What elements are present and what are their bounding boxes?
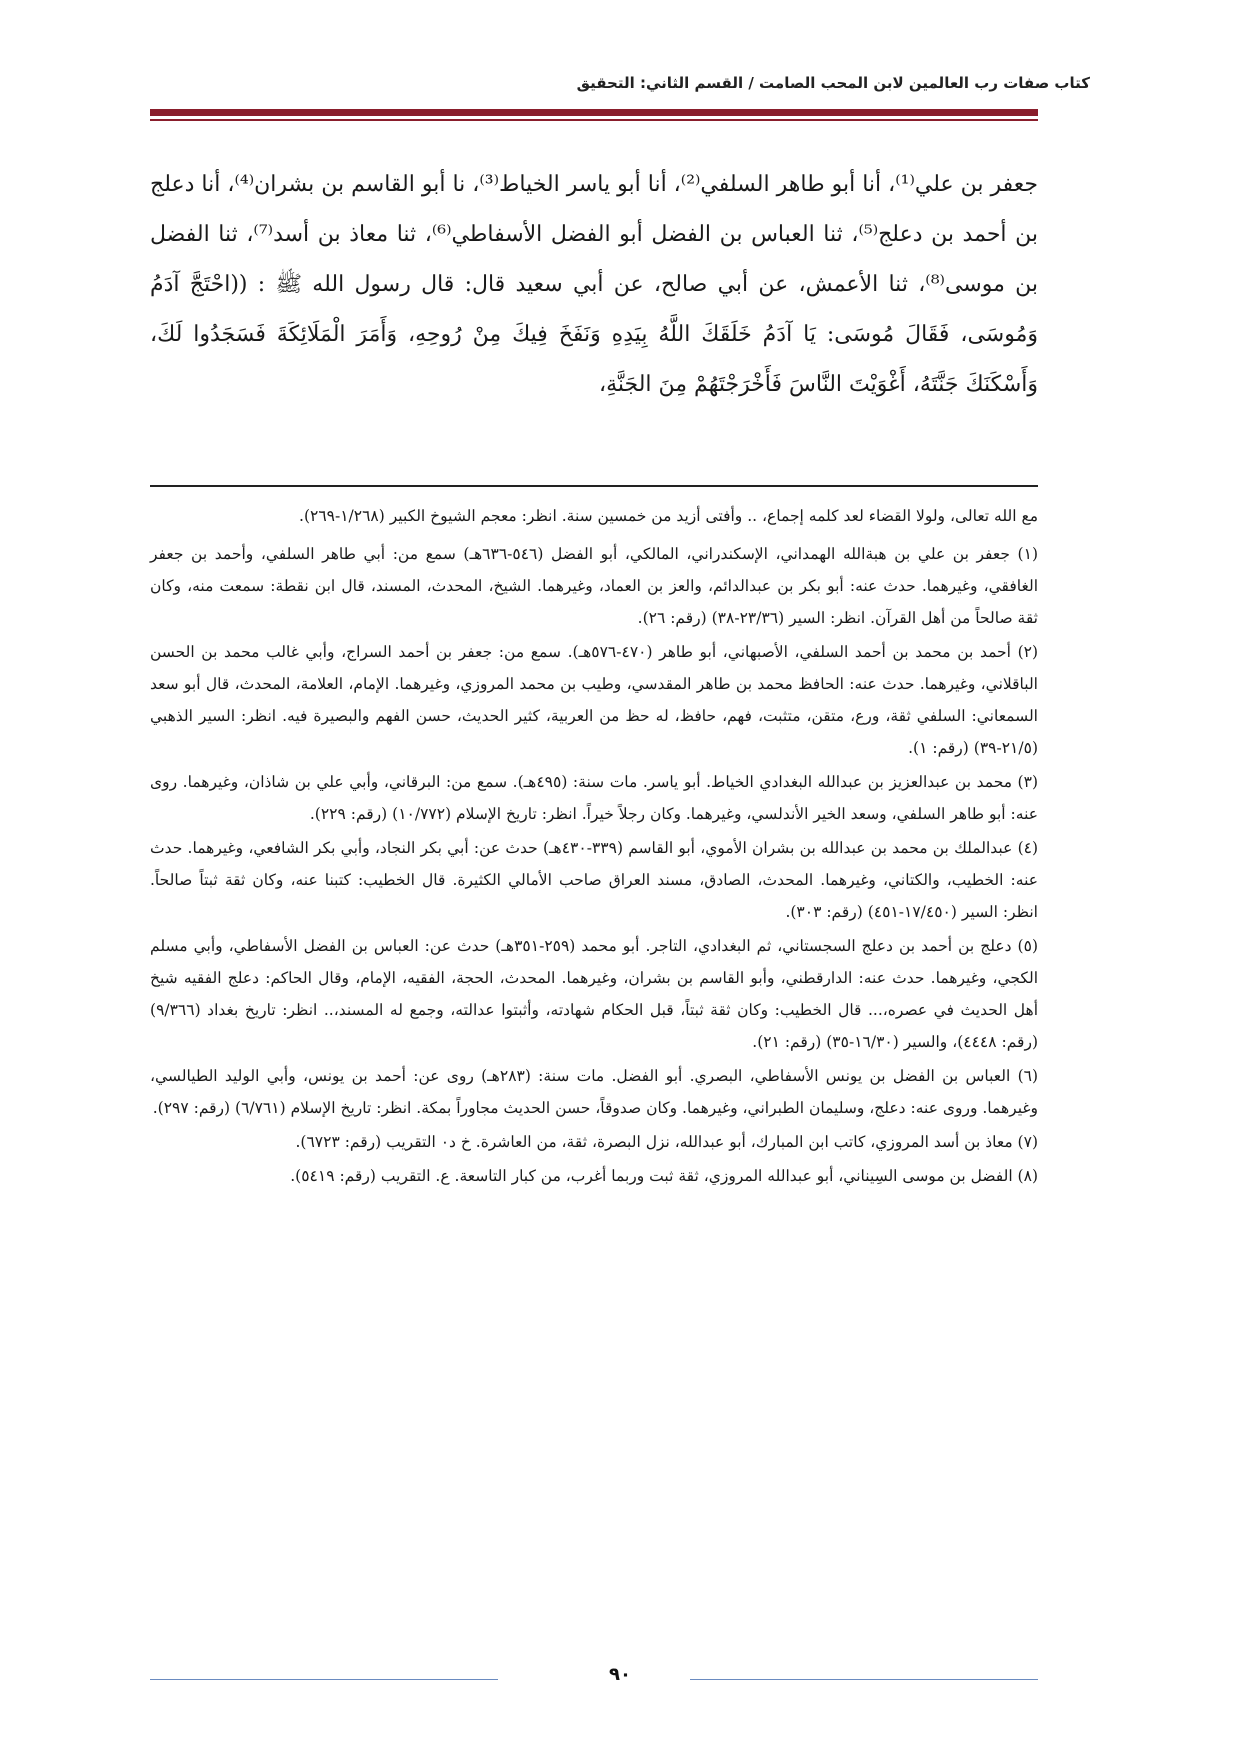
footnote-1 bbox=[150, 538, 1038, 634]
footnote-text: (٧) معاذ بن أسد المروزي، كاتب ابن المبارك، أبو عبدالله، نزل البصرة، ثقة، من العاشرة. خ د٠ التقريب (رقم: ٦٧٢٣). bbox=[295, 1133, 1038, 1151]
header-divider-thick bbox=[150, 109, 1038, 116]
footnote-5 bbox=[150, 930, 1038, 1058]
footnote-continuation bbox=[150, 500, 1038, 532]
footnote-8 bbox=[150, 1160, 1038, 1192]
footnote-text: (٥) دعلج بن أحمد بن دعلج السجستاني، ثم البغدادي، التاجر. أبو محمد (٢٥٩-٣٥١هـ) حدث عن: العباس بن الفضل الأسفاطي، وأبي مسلم الكجي، وغيرهما. حدث عنه: الدارقطني، وأبو القاسم بن بشران، وغيرهما. المحدث، الحجة، الفقيه، الإمام، وقال الحاكم: دعلج الفقيه شيخ أهل الحديث في عصره،... قال الخطيب: وكان ثقة ثبتاً، قبل الحكام شهادته، وأثبتوا عدالته، وجمع له المسند،.. انظر: تاريخ بغداد (٩/٣٦٦) (رقم: ٤٤٤٨)، والسير (١٦/٣٠-٣٥) (رقم: ٢١). bbox=[150, 937, 1038, 1051]
page-number: ٩٠ bbox=[609, 1664, 631, 1685]
footnote-text: (٦) العباس بن الفضل بن يونس الأسفاطي، البصري. أبو الفضل. مات سنة: (٢٨٣هـ) روى عن: أحمد بن يونس، وأبي الوليد الطيالسي، وغيرهما. وروى عنه: دعلج، وسليمان الطبراني، وغيرهما. وكان صدوقاً، حسن الحديث مجاوراً بمكة. انظر: تاريخ الإسلام (٦/٧٦١) (رقم: ٢٩٧). bbox=[150, 1067, 1039, 1117]
footnote-text: مع الله تعالى، ولولا القضاء لعد كلمه إجماع، .. وأفتى أزيد من خمسين سنة. انظر: معجم الشيوخ الكبير (١/٢٦٨-٢٦٩). bbox=[299, 507, 1038, 525]
footnote-separator bbox=[150, 485, 1038, 487]
footnote-text: (٨) الفضل بن موسى السِيناني، أبو عبدالله المروزي، ثقة ثبت وربما أغرب، من كبار التاسعة. ع. التقريب (رقم: ٥٤١٩). bbox=[290, 1167, 1038, 1185]
header-divider-thin bbox=[150, 119, 1038, 121]
footnote-7 bbox=[150, 1126, 1038, 1158]
footnote-2 bbox=[150, 636, 1038, 764]
footnote-6 bbox=[150, 1060, 1038, 1124]
footer-rule-left bbox=[150, 1679, 498, 1680]
main-body-text: جعفر بن علي⁽¹⁾، أنا أبو طاهر السلفي⁽²⁾، أنا أبو ياسر الخياط⁽³⁾، نا أبو القاسم بن بشران⁽⁴⁾، أنا دعلج بن أحمد بن دعلج⁽⁵⁾، ثنا العباس بن الفضل أبو الفضل الأسفاطي⁽⁶⁾، ثنا معاذ بن أسد⁽⁷⁾، ثنا الفضل بن موسى⁽⁸⁾، ثنا الأعمش، عن أبي صالح، عن أبي سعيد قال: قال رسول الله ﷺ : ((احْتَجَّ آدَمُ وَمُوسَى، فَقَالَ مُوسَى: يَا آدَمُ خَلَقَكَ اللَّهُ بِيَدِهِ وَنَفَخَ فِيكَ مِنْ رُوحِهِ، وَأَمَرَ الْمَلَائِكَةَ فَسَجَدُوا لَكَ، وَأَسْكَنَكَ جَنَّتَهُ، أَغْوَيْتَ النَّاسَ فَأَخْرَجْتَهُمْ مِنَ الجَنَّةِ، bbox=[150, 172, 1039, 397]
footnote-text: (٢) أحمد بن محمد بن أحمد السلفي، الأصبهاني، أبو طاهر (٤٧٠-٥٧٦هـ). سمع من: جعفر بن أحمد السراج، وأبي غالب محمد بن الحسن الباقلاني، وغيرهما. حدث عنه: الحافظ محمد بن طاهر المقدسي، وطيب بن محمد المروزي، وغيرهما. الإمام، العلامة، المحدث، قال أبو سعد السمعاني: السلفي ثقة، ورع، متقن، متثبت، فهم، حافظ، له حظ من العربية، كثير الحديث، حسن الفهم والبصيرة فيه. انظر: السير الذهبي (٢١/٥-٣٩) (رقم: ١). bbox=[150, 643, 1039, 757]
footnote-text: (٣) محمد بن عبدالعزيز بن عبدالله البغدادي الخياط. أبو ياسر. مات سنة: (٤٩٥هـ). سمع من: البرقاني، وأبي علي بن شاذان، وغيرهما. روى عنه: أبو طاهر السلفي، وسعد الخير الأندلسي، وغيرهما. وكان رجلاً خيراً. انظر: تاريخ الإسلام (١٠/٧٧٢) (رقم: ٢٢٩). bbox=[150, 773, 1038, 823]
footnotes-list bbox=[150, 500, 1038, 1194]
footer-rule-right bbox=[690, 1679, 1038, 1680]
footnote-text: (١) جعفر بن علي بن هبةالله الهمداني، الإسكندراني، المالكي، أبو الفضل (٥٤٦-٦٣٦هـ) سمع من: أبي طاهر السلفي، وأحمد بن جعفر الغافقي، وغيرهما. حدث عنه: أبو بكر بن عبدالدائم، والعز بن العماد، وغيرهما. الشيخ، المحدث، المسند، قال ابن نقطة: سمعت منه، وكان ثقة صالحاً من أهل القرآن. انظر: السير (٢٣/٣٦-٣٨) (رقم: ٢٦). bbox=[150, 545, 1038, 627]
running-header: كتاب صفات رب العالمين لابن المحب الصامت / القسم الثاني: التحقيق bbox=[576, 74, 1090, 92]
footnote-text: (٤) عبدالملك بن محمد بن عبدالله بن بشران الأموي، أبو القاسم (٣٣٩-٤٣٠هـ) حدث عن: أبي بكر النجاد، وأبي بكر الشافعي، وغيرهما. حدث عنه: الخطيب، والكتاني، وغيرهما. المحدث، الصادق، مسند العراق صاحب الأمالي الكثيرة. قال الخطيب: كتبنا عنه، وكان ثقة ثبتاً صالحاً. انظر: السير (١٧/٤٥٠-٤٥١) (رقم: ٣٠٣). bbox=[150, 839, 1039, 921]
footnote-3 bbox=[150, 766, 1038, 830]
footnote-4 bbox=[150, 832, 1038, 928]
